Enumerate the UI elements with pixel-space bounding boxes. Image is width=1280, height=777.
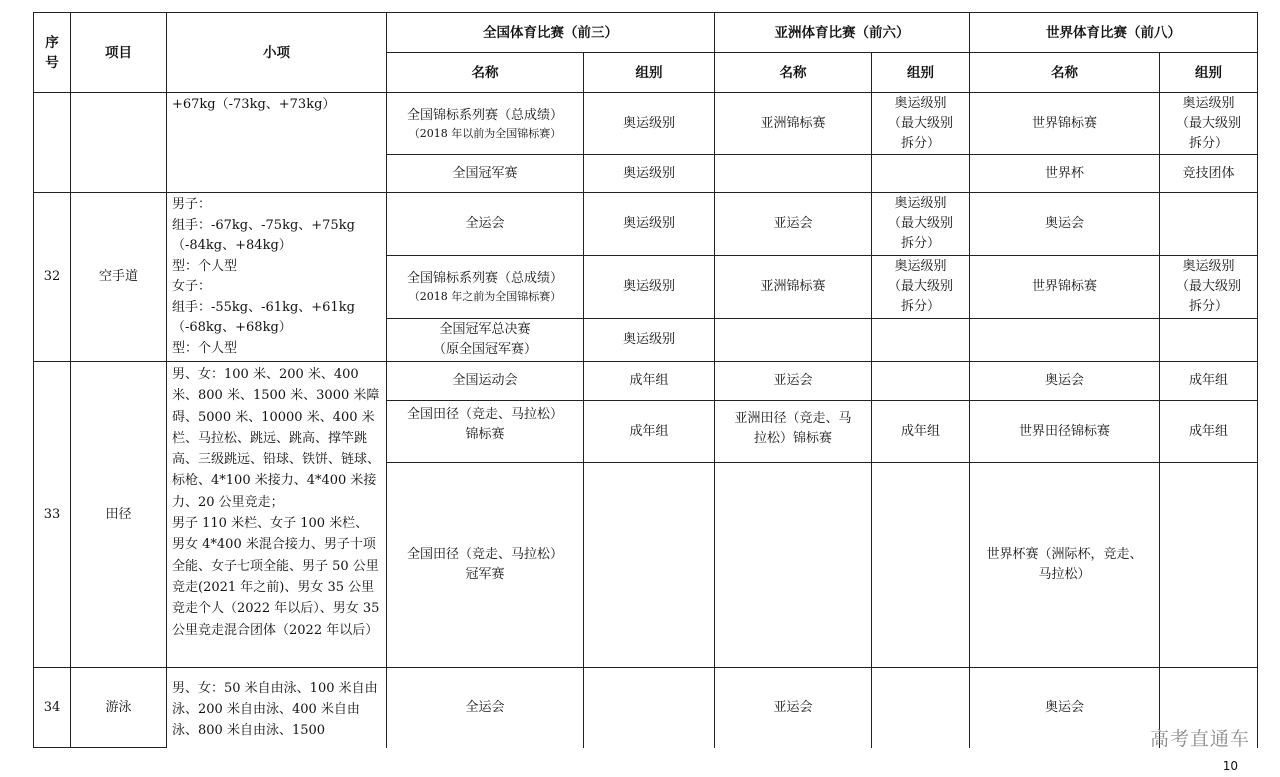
- karate-world-name: [970, 319, 1160, 362]
- swimming-asia-name: 亚运会: [715, 668, 872, 748]
- athletics-asia-name: [715, 463, 872, 668]
- athletics-nat-name: 全国田径（竞走、马拉松） 锦标赛: [387, 401, 584, 463]
- karate-nat-name: 全运会: [387, 193, 584, 256]
- athletics-asia-name: 亚洲田径（竞走、马 拉松）锦标赛: [715, 401, 872, 463]
- athletics-sub-item: 男、女：100 米、200 米、400 米、800 米、1500 米、3000 米障碍、5000 米、10000 米、400 米栏、马拉松、跳远、跳高、撑竿跳高、三级跳远、铅球、铁饼、链球、标枪、4*100 米接力、4*400 米接力、20 公里竞走； 男子 110 米栏、女子 100 米栏、男女 4*400 米混合接力、男子十项全能、女子七项全能、男子 50 公里竞走(2021 年之前)、男女 35 公里竞走个人（2022 年以后）、男女 35 公里竞走混合团体（2022 年以后）: [167, 362, 387, 668]
- cont-sub-item: +67kg（-73kg、+73kg）: [167, 93, 387, 193]
- cont-world-group: 奥运级别 （最大级别 拆分）: [1160, 93, 1258, 155]
- header-sub-item: 小项: [167, 13, 387, 93]
- header-national-name: 名称: [387, 53, 584, 93]
- cont-nat-name: 全国锦标系列赛（总成绩） （2018 年以前为全国锦标赛）: [387, 93, 584, 155]
- athletics-seq: 33: [34, 362, 71, 668]
- header-world: 世界体育比赛（前八）: [970, 13, 1258, 53]
- header-asian: 亚洲体育比赛（前六）: [715, 13, 970, 53]
- athletics-nat-group: 成年组: [584, 362, 715, 401]
- karate-seq: 32: [34, 193, 71, 362]
- swimming-nat-group: [584, 668, 715, 748]
- athletics-asia-group: [872, 362, 970, 401]
- swimming-nat-name: 全运会: [387, 668, 584, 748]
- karate-world-group: 奥运级别 （最大级别 拆分）: [1160, 256, 1258, 319]
- table-row: [34, 193, 1258, 256]
- karate-asia-group: 奥运级别 （最大级别 拆分）: [872, 193, 970, 256]
- cont-asia-group: [872, 155, 970, 193]
- cont-nat-group: 奥运级别: [584, 93, 715, 155]
- cont-world-name: 世界杯: [970, 155, 1160, 193]
- page-number: 10: [1222, 759, 1238, 773]
- cont-seq: [34, 93, 71, 193]
- cont-asia-name: [715, 155, 872, 193]
- swimming-world-name: 奥运会: [970, 668, 1160, 748]
- athletics-nat-name: 全国运动会: [387, 362, 584, 401]
- cont-nat-group: 奥运级别: [584, 155, 715, 193]
- header-world-name: 名称: [970, 53, 1160, 93]
- table-row: [34, 668, 1258, 748]
- athletics-world-name: 世界田径锦标赛: [970, 401, 1160, 463]
- karate-asia-group: [872, 319, 970, 362]
- athletics-nat-group: 成年组: [584, 401, 715, 463]
- athletics-world-name: 奥运会: [970, 362, 1160, 401]
- sports-events-table: [33, 12, 1258, 748]
- watermark-text: 高考直通车: [1149, 728, 1250, 750]
- karate-nat-name: 全国锦标系列赛（总成绩） （2018 年之前为全国锦标赛）: [387, 256, 584, 319]
- athletics-item: 田径: [71, 362, 167, 668]
- cont-asia-group: 奥运级别 （最大级别 拆分）: [872, 93, 970, 155]
- header-item: 项目: [71, 13, 167, 93]
- header-world-group: 组别: [1160, 53, 1258, 93]
- header-asian-name: 名称: [715, 53, 872, 93]
- swimming-sub-item: 男、女：50 米自由泳、100 米自由泳、200 米自由泳、400 米自由泳、800 米自由泳、1500: [167, 668, 387, 748]
- header-seq: 序 号: [34, 13, 71, 93]
- athletics-asia-group: [872, 463, 970, 668]
- swimming-asia-group: [872, 668, 970, 748]
- athletics-world-group: 成年组: [1160, 362, 1258, 401]
- cont-item: [71, 93, 167, 193]
- cont-world-group: 竞技团体: [1160, 155, 1258, 193]
- cont-world-name: 世界锦标赛: [970, 93, 1160, 155]
- header-national: 全国体育比赛（前三）: [387, 13, 715, 53]
- karate-nat-name: 全国冠军总决赛 （原全国冠军赛）: [387, 319, 584, 362]
- swimming-item: 游泳: [71, 668, 167, 748]
- athletics-nat-name: 全国田径（竞走、马拉松） 冠军赛: [387, 463, 584, 668]
- karate-nat-group: 奥运级别: [584, 256, 715, 319]
- athletics-asia-group: 成年组: [872, 401, 970, 463]
- header-asian-group: 组别: [872, 53, 970, 93]
- karate-asia-group: 奥运级别 （最大级别 拆分）: [872, 256, 970, 319]
- cont-asia-name: 亚洲锦标赛: [715, 93, 872, 155]
- table-row: [34, 93, 1258, 155]
- karate-asia-name: [715, 319, 872, 362]
- karate-world-name: 世界锦标赛: [970, 256, 1160, 319]
- athletics-asia-name: 亚运会: [715, 362, 872, 401]
- karate-item: 空手道: [71, 193, 167, 362]
- athletics-world-group: [1160, 463, 1258, 668]
- table-row: [34, 362, 1258, 401]
- karate-world-group: [1160, 193, 1258, 256]
- karate-asia-name: 亚洲锦标赛: [715, 256, 872, 319]
- athletics-world-group: 成年组: [1160, 401, 1258, 463]
- header-national-group: 组别: [584, 53, 715, 93]
- swimming-seq: 34: [34, 668, 71, 748]
- cont-nat-name: 全国冠军赛: [387, 155, 584, 193]
- athletics-nat-group: [584, 463, 715, 668]
- athletics-world-name: 世界杯赛（洲际杯，竞走、 马拉松）: [970, 463, 1160, 668]
- karate-world-group: [1160, 319, 1258, 362]
- karate-nat-group: 奥运级别: [584, 319, 715, 362]
- karate-sub-item: 男子： 组手：-67kg、-75kg、+75kg （-84kg、+84kg） 型：个人型 女子： 组手：-55kg、-61kg、+61kg （-68kg、+68kg） 型：个人型: [167, 193, 387, 362]
- karate-world-name: 奥运会: [970, 193, 1160, 256]
- karate-nat-group: 奥运级别: [584, 193, 715, 256]
- karate-asia-name: 亚运会: [715, 193, 872, 256]
